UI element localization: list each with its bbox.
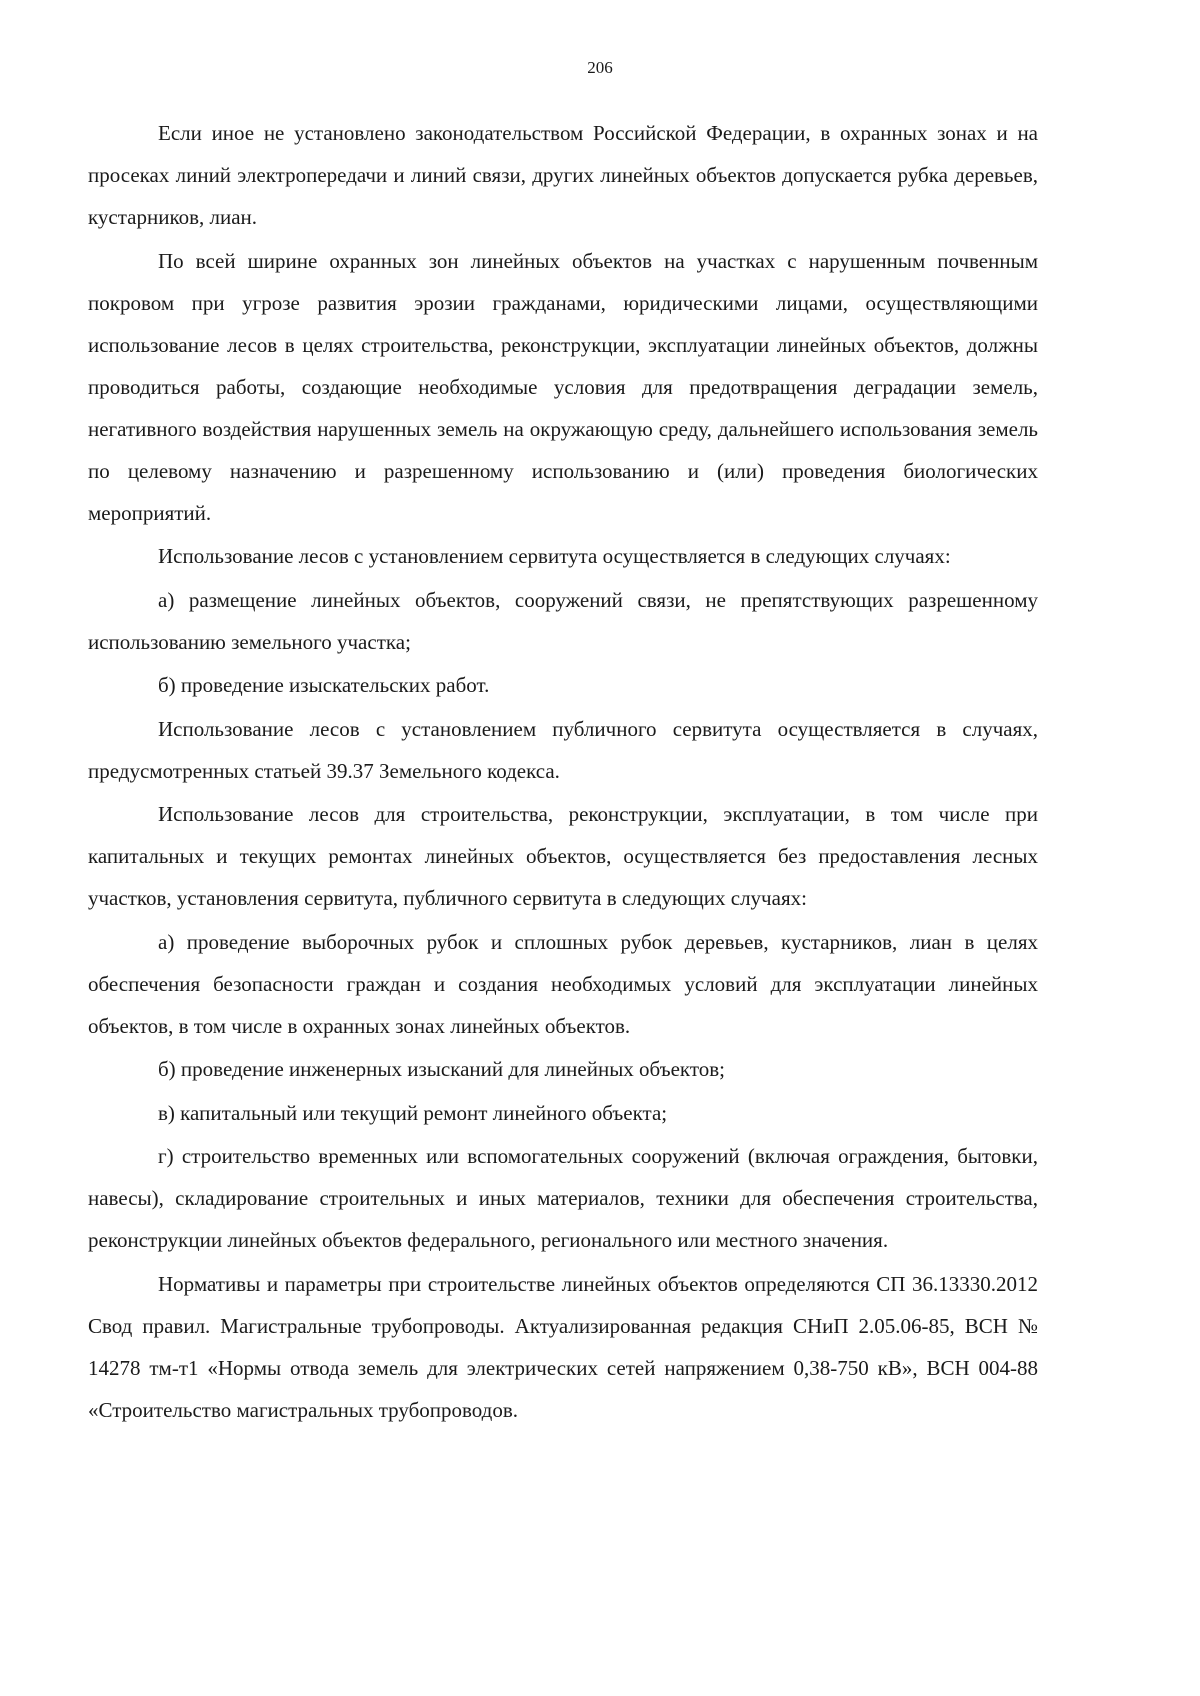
document-body: [88, 112, 1038, 1432]
paragraph-norms-and-parameters: Нормативы и параметры при строительстве линейных объектов определяются СП 36.13330.2012 Свод правил. Магистральные трубопроводы. Актуализированная редакция СНиП 2.05.06-85, ВСН № 14278 тм-т1 «Нормы отвода земель для электрических сетей напряжением 0,38-750 кВ», ВСН 004-88 «Строительство магистральных трубопроводов.: [88, 1271, 1038, 1422]
list-item-no-provision-c: в) капитальный или текущий ремонт линейного объекта;: [158, 1100, 668, 1125]
paragraph-servitude-cases-intro: Использование лесов с установлением сервитута осуществляется в следующих случаях:: [158, 544, 951, 568]
list-item-no-provision-d: г) строительство временных или вспомогательных сооружений (включая ограждения, бытовки, навесы), складирование строительных и иных материалов, техники для обеспечения строительства, реконструкции линейных объектов федерального, регионального или местного значения.: [88, 1144, 1038, 1252]
paragraph-public-servitude: Использование лесов с установлением публичного сервитута осуществляется в случаях, предусмотренных статьей 39.37 Земельного кодекса.: [88, 716, 1038, 783]
page-number: 206: [587, 58, 613, 77]
paragraph-erosion-prevention: По всей ширине охранных зон линейных объектов на участках с нарушенным почвенным покровом при угрозе развития эрозии гражданами, юридическими лицами, осуществляющими использование лесов в целях строительства, реконструкции, эксплуатации линейных объектов, должны проводиться работы, создающие необходимые условия для предотвращения деградации земель, негативного воздействия нарушенных земель на окружающую среду, дальнейшего использования земель по целевому назначению и разрешенному использованию и (или) проведения биологических мероприятий.: [88, 248, 1038, 525]
list-item-servitude-b: б) проведение изыскательских работ.: [158, 673, 490, 697]
list-item-servitude-a: а) размещение линейных объектов, сооружений связи, не препятствующих разрешенному использованию земельного участка;: [88, 587, 1038, 654]
paragraph-clearing-in-protection-zones: Если иное не установлено законодательством Российской Федерации, в охранных зонах и на просеках линий электропередачи и линий связи, других линейных объектов допускается рубка деревьев, кустарников, лиан.: [88, 121, 1038, 229]
list-item-no-provision-a: а) проведение выборочных рубок и сплошных рубок деревьев, кустарников, лиан в целях обеспечения безопасности граждан и создания необходимых условий для эксплуатации линейных объектов, в том числе в охранных зонах линейных объектов.: [88, 929, 1038, 1038]
list-item-no-provision-b: б) проведение инженерных изысканий для линейных объектов;: [158, 1057, 725, 1081]
paragraph-use-without-provision-intro: Использование лесов для строительства, реконструкции, эксплуатации, в том числе при капитальных и текущих ремонтах линейных объектов, осуществляется без предоставления лесных участков, установления сервитута, публичного сервитута в следующих случаях:: [88, 802, 1038, 910]
